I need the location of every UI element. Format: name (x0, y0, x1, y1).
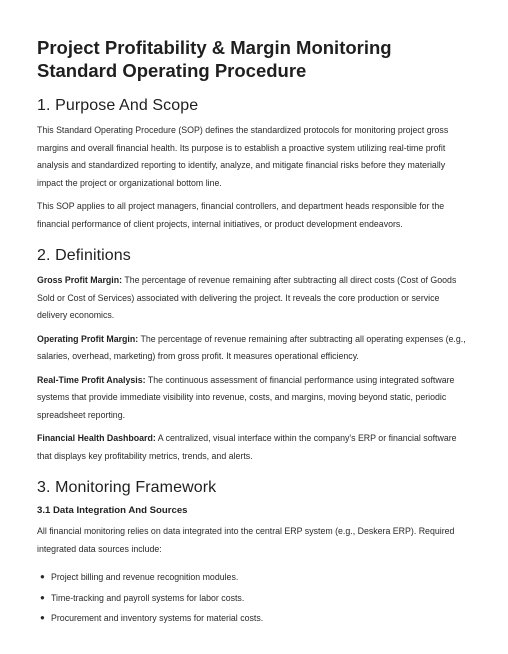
section-framework (37, 478, 468, 629)
subsection-heading: 3.1 Data Integration And Sources (37, 505, 188, 516)
bullet-icon: ● (40, 613, 45, 622)
definition-text: The percentage of revenue remaining after subtracting all direct costs (Cost of Goods Sold or Cost of Services) associated with delivering the project. It reveals the core production or service delivery economics. (37, 275, 457, 320)
list-item-text: Time-tracking and payroll systems for labor costs. (51, 592, 245, 603)
definition-term: Gross Profit Margin: (37, 275, 123, 285)
list-item (40, 608, 468, 629)
definition-term: Financial Health Dashboard: (37, 433, 156, 443)
definition-text: The percentage of revenue remaining after subtracting all operating expenses (e.g., salaries, overhead, marketing) from gross profit. It measures operational efficiency. (37, 333, 466, 361)
list-item (40, 588, 468, 609)
section-purpose (37, 96, 468, 233)
list-item-text: Procurement and inventory systems for material costs. (51, 613, 264, 623)
list-item (40, 567, 468, 588)
bullet-list (37, 567, 468, 629)
section-heading: 1. Purpose And Scope (37, 97, 199, 114)
list-item-text: Project billing and revenue recognition modules. (51, 572, 239, 582)
paragraph: All financial monitoring relies on data integrated into the central ERP system (e.g., Deskera ERP). Required integrated data sources include: (37, 526, 455, 554)
bullet-icon: ● (40, 572, 45, 581)
definition-item (37, 372, 468, 425)
definition-item (37, 272, 468, 325)
section-definitions (37, 246, 468, 465)
definition-term: Operating Profit Margin: (37, 333, 139, 344)
document-title: Project Profitability & Margin Monitoring Standard Operating Procedure (37, 37, 392, 81)
definition-item (37, 430, 468, 465)
paragraph: This Standard Operating Procedure (SOP) defines the standardized protocols for monitoring project gross margins and overall financial health. Its purpose is to establish a proactive system utilizing real-time profit analysis and standardized reporting to identify, analyze, and mitigate financial risks before they materially impact the project or organizational bottom line. (37, 125, 449, 188)
definition-term: Real-Time Profit Analysis: (37, 374, 146, 385)
section-heading: 3. Monitoring Framework (37, 479, 217, 496)
bullet-icon: ● (40, 592, 45, 602)
definition-text: A centralized, visual interface within the company's ERP or financial software that displays key profitability metrics, trends, and alerts. (37, 433, 457, 461)
definition-text: The continuous assessment of financial performance using integrated software systems that provide immediate visibility into revenue, costs, and margins, moving beyond static, periodic spreadsheet reporting. (37, 374, 455, 420)
section-heading: 2. Definitions (37, 247, 131, 264)
definition-item (37, 331, 468, 366)
paragraph: This SOP applies to all project managers, financial controllers, and department heads responsible for the financial performance of client projects, internal initiatives, or product development endeavors. (37, 201, 445, 229)
